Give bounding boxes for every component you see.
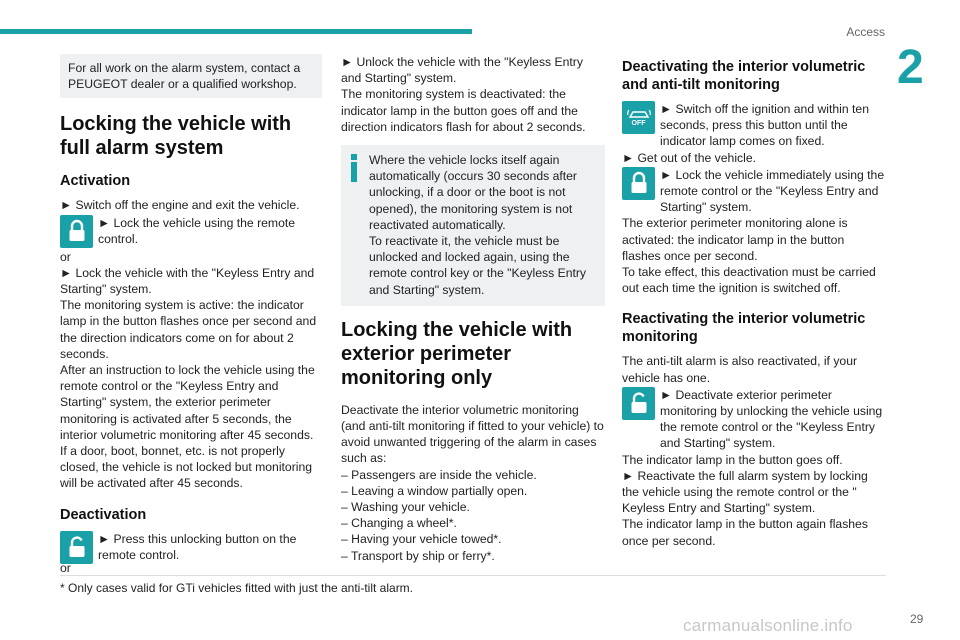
deactivation-heading: Deactivation	[60, 506, 147, 523]
info-text-1: Where the vehicle locks itself again automatically (occurs 30 seconds after unlocking, if a door or the boot is not opened), the monitoring system is not reactivated automatically.	[369, 153, 577, 232]
page-number: 29	[910, 612, 924, 626]
activation-timing: After an instruction to lock the vehicle using the remote control or the "Keyless Entry and Starting" system, the exterior perimeter monitoring is activated after 5 seconds, the interior volumetric monitoring after 45 seconds.	[60, 363, 315, 442]
full-alarm-title: Locking the vehicle with full alarm system	[60, 113, 292, 160]
lock-immediately-row	[622, 167, 886, 216]
activation-step-1: ► Switch off the engine and exit the vehicle.	[60, 198, 300, 213]
unlock-icon	[60, 531, 93, 564]
lock-remote-row	[60, 215, 322, 249]
info-box	[341, 145, 605, 306]
lamp-flash-status: The indicator lamp in the button again flashes once per second.	[622, 517, 868, 548]
unlock-deactivate-row	[622, 387, 886, 452]
deactivate-step-2: ► Get out of the vehicle.	[622, 150, 757, 165]
exterior-only-intro: Deactivate the interior volumetric monitoring (and anti-tilt monitoring if fitted to your vehicle) to avoid unwanted triggering of the alarm in cases such as:	[341, 402, 604, 466]
chapter-number: 2	[897, 41, 924, 94]
exterior-only-title: Locking the vehicle with exterior perimeter monitoring only	[341, 318, 573, 389]
list-item: – Passengers are inside the vehicle.	[341, 467, 537, 482]
column-3	[622, 54, 886, 549]
activation-status: The monitoring system is active: the indicator lamp in the button flashes once per second and the direction indicators come on for about 2 seconds.	[60, 298, 317, 361]
unlock-keyless-step: ► Unlock the vehicle with the "Keyless Entry and Starting" system.	[341, 55, 583, 86]
watermark: carmanualsonline.info	[683, 616, 853, 635]
reactivate-step-1: ► Deactivate exterior perimeter monitoring by unlocking the vehicle using the remote control or the "Keyless Entry and Starting" system.	[660, 387, 883, 451]
header-accent-bar	[0, 29, 472, 34]
activation-heading: Activation	[60, 173, 131, 190]
deactivation-step-1: ► Press this unlocking button on the remote control.	[98, 531, 297, 562]
activation-step-2: ► Lock the vehicle using the remote control.	[98, 215, 296, 246]
unlock-remote-row	[60, 531, 322, 565]
unlock-icon	[622, 387, 655, 420]
list-item: – Having your vehicle towed*.	[341, 532, 502, 547]
footnote: * Only cases valid for GTi vehicles fitted with just the anti-tilt alarm.	[60, 581, 414, 595]
deactivating-heading: Deactivating the interior volumetric and anti-tilt monitoring	[622, 59, 866, 93]
footnote-divider	[60, 575, 886, 576]
info-icon	[349, 154, 359, 298]
activation-step-3: ► Lock the vehicle with the "Keyless Entry and Starting" system.	[60, 265, 315, 297]
list-item: – Leaving a window partially open.	[341, 483, 528, 498]
list-item: – Changing a wheel*.	[341, 516, 457, 531]
alarm-off-icon	[622, 101, 655, 134]
column-1	[60, 54, 322, 576]
deactivation-or: or	[60, 560, 71, 575]
section-label: Access	[846, 25, 885, 39]
activation-not-closed: If a door, boot, bonnet, etc. is not properly closed, the vehicle is not locked but monitoring will be activated after 45 seconds.	[60, 444, 313, 491]
deactivated-status: The monitoring system is deactivated: the indicator lamp in the button goes off and the direction indicators flash for about 2 seconds.	[341, 87, 586, 134]
alarm-off-row	[622, 101, 886, 150]
cases-list	[341, 467, 605, 564]
lock-icon	[622, 167, 655, 200]
list-item: – Transport by ship or ferry*.	[341, 548, 495, 563]
dealer-note-text: For all work on the alarm system, contact a PEUGEOT dealer or a qualified workshop.	[68, 61, 301, 92]
reactivating-heading: Reactivating the interior volumetric monitoring	[622, 311, 866, 346]
anti-tilt-note: The anti-tilt alarm is also reactivated, if your vehicle has one.	[622, 354, 858, 385]
lamp-off-status: The indicator lamp in the button goes off.	[622, 452, 843, 467]
column-2	[341, 54, 605, 564]
lock-icon	[60, 215, 93, 248]
deactivate-step-3: ► Lock the vehicle immediately using the remote control or the "Keyless Entry and Starting" system.	[660, 167, 885, 215]
dealer-note-box	[60, 54, 322, 98]
reactivate-step-2: ► Reactivate the full alarm system by locking the vehicle using the remote control or the " Keyless Entry and Starting" system.	[622, 468, 868, 516]
activation-or: or	[60, 249, 71, 264]
off-label: OFF	[631, 119, 646, 127]
info-text-2: To reactivate it, the vehicle must be unlocked and locked again, using the remote control key or the "Keyless Entry and Starting" system.	[369, 234, 587, 297]
take-effect-note: To take effect, this deactivation must be carried out each time the ignition is switched off.	[622, 265, 876, 296]
deactivate-step-1: ► Switch off the ignition and within ten seconds, press this button until the indicator lamp comes on fixed.	[660, 102, 869, 149]
exterior-alone-status: The exterior perimeter monitoring alone is activated: the indicator lamp in the button flashes once per second.	[622, 216, 848, 263]
list-item: – Washing your vehicle.	[341, 500, 470, 515]
